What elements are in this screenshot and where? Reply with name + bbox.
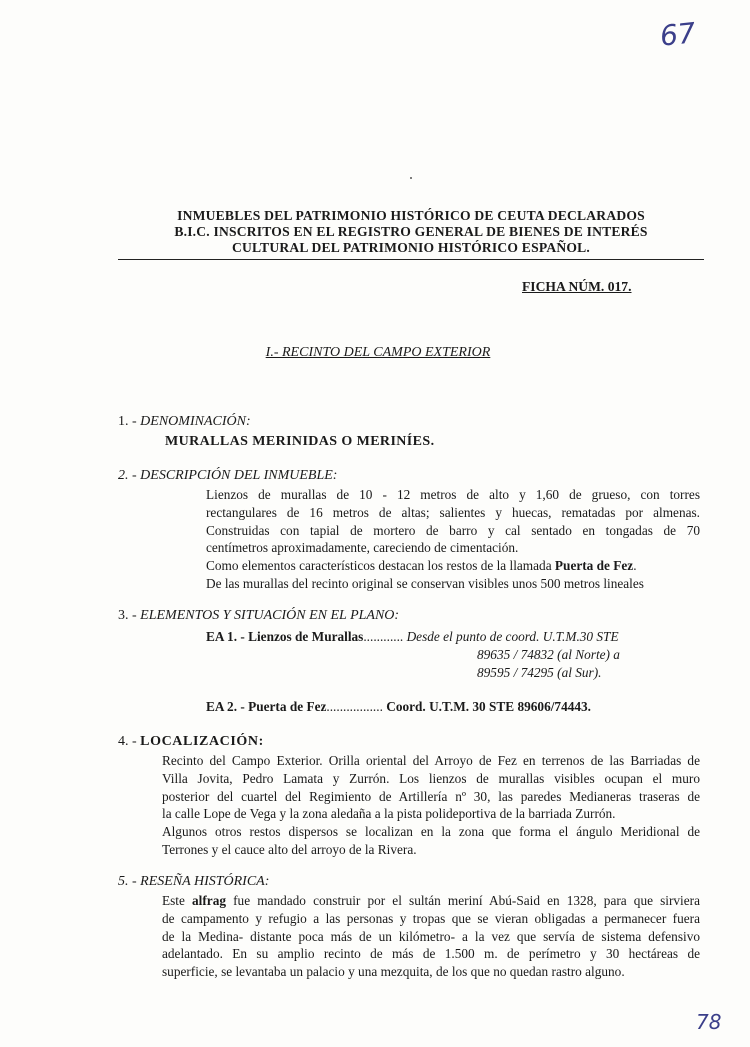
denominacion-value: MURALLAS MERINIDAS O MERINÍES. bbox=[165, 434, 435, 449]
resena-text: Este alfrag fue mandado construir por el sultán meriní Abú-Said en 1328, para que sirviera de campamento y refugio a las personas y tropas que se vieran obligadas a permanecer fuera de la Medina- distante poca más de un kilómetro- a la vez que servía de sistema defensivo adelantado. En su amplio recinto de más de 1.500 m. de perímetro y 30 hectáreas de superficie, se levantaba un palacio y una mezquita, de los que no quedan rastro alguno. bbox=[162, 893, 700, 980]
ea2-label: EA 2. - Puerta de Fez bbox=[206, 699, 327, 714]
ficha-number: FICHA NÚM. 017. bbox=[522, 279, 632, 294]
handwritten-sheet-number: 78 bbox=[696, 1010, 722, 1034]
header-line-3: CULTURAL DEL PATRIMONIO HISTÓRICO ESPAÑOL. bbox=[232, 240, 590, 255]
section-title: I.- RECINTO DEL CAMPO EXTERIOR bbox=[265, 345, 491, 360]
ea2-row: EA 2. - Puerta de Fez................. Coord. U.T.M. 30 STE 89606/74443. bbox=[206, 699, 591, 714]
heading-localizacion: 4. - LOCALIZACIÓN: bbox=[118, 734, 264, 749]
ea1-coords-line2: 89635 / 74832 (al Norte) a bbox=[477, 647, 620, 662]
puerta-de-fez-bold: Puerta de Fez bbox=[554, 558, 634, 574]
localizacion-text: Recinto del Campo Exterior. Orilla oriental del Arroyo de Fez en terrenos de las Barriadas de Villa Jovita, Pedro Lamata y Zurrón. Los lienzos de murallas visibles ocupan el muro posterior del cuartel del Regimiento de Artillería nº 30, las paredes Medianeras traseras de la calle Lope de Vega y la zona aledaña a la pista polideportiva de la barriada Zurrón. Algunos otros restos dispersos se localizan en la zona que forma el ángulo Meridional de Terrones y el cauce alto del arroyo de la Rivera. bbox=[162, 753, 700, 857]
heading-elementos: 3. - ELEMENTOS Y SITUACIÓN EN EL PLANO: bbox=[118, 608, 400, 623]
ea2-coords: Coord. U.T.M. 30 STE 89606/74443. bbox=[386, 699, 591, 714]
ea1-coords-line1: Desde el punto de coord. U.T.M.30 STE bbox=[406, 629, 619, 644]
ea1-row: EA 1. - Lienzos de Murallas............ Desde el punto de coord. U.T.M.30 STE bbox=[206, 629, 619, 644]
ea1-label: EA 1. - Lienzos de Murallas bbox=[206, 629, 364, 644]
handwritten-page-number: 67 bbox=[658, 16, 698, 53]
heading-denominacion: 1. - DENOMINACIÓN: bbox=[118, 414, 251, 429]
heading-resena: 5. - RESEÑA HISTÓRICA: bbox=[118, 874, 270, 889]
speck bbox=[410, 177, 412, 179]
heading-descripcion: 2. - DESCRIPCIÓN DEL INMUEBLE: bbox=[118, 468, 338, 483]
alfrag-bold: alfrag bbox=[192, 893, 226, 908]
header-line-2: B.I.C. INSCRITOS EN EL REGISTRO GENERAL DE BIENES DE INTERÉS bbox=[174, 224, 648, 239]
ea1-coords-line3: 89595 / 74295 (al Sur). bbox=[477, 665, 602, 680]
descripcion-text: Lienzos de murallas de 10 - 12 metros de alto y 1,60 de grueso, con torres rectangulares de 16 metros de altas; salientes y huecas, rematadas por almenas. Construidas con tapial de mortero de barro y cal sentado en tongadas de 70 centímetros aproximadamente, careciendo de cimentación. Como elementos característicos destacan los restos de la llamada Puerta de Fez. De las murallas del recinto original se conservan visibles unos 500 metros lineales bbox=[206, 487, 700, 591]
document-header bbox=[118, 208, 704, 256]
header-line-1: INMUEBLES DEL PATRIMONIO HISTÓRICO DE CEUTA DECLARADOS bbox=[177, 208, 645, 223]
header-divider bbox=[118, 259, 704, 260]
